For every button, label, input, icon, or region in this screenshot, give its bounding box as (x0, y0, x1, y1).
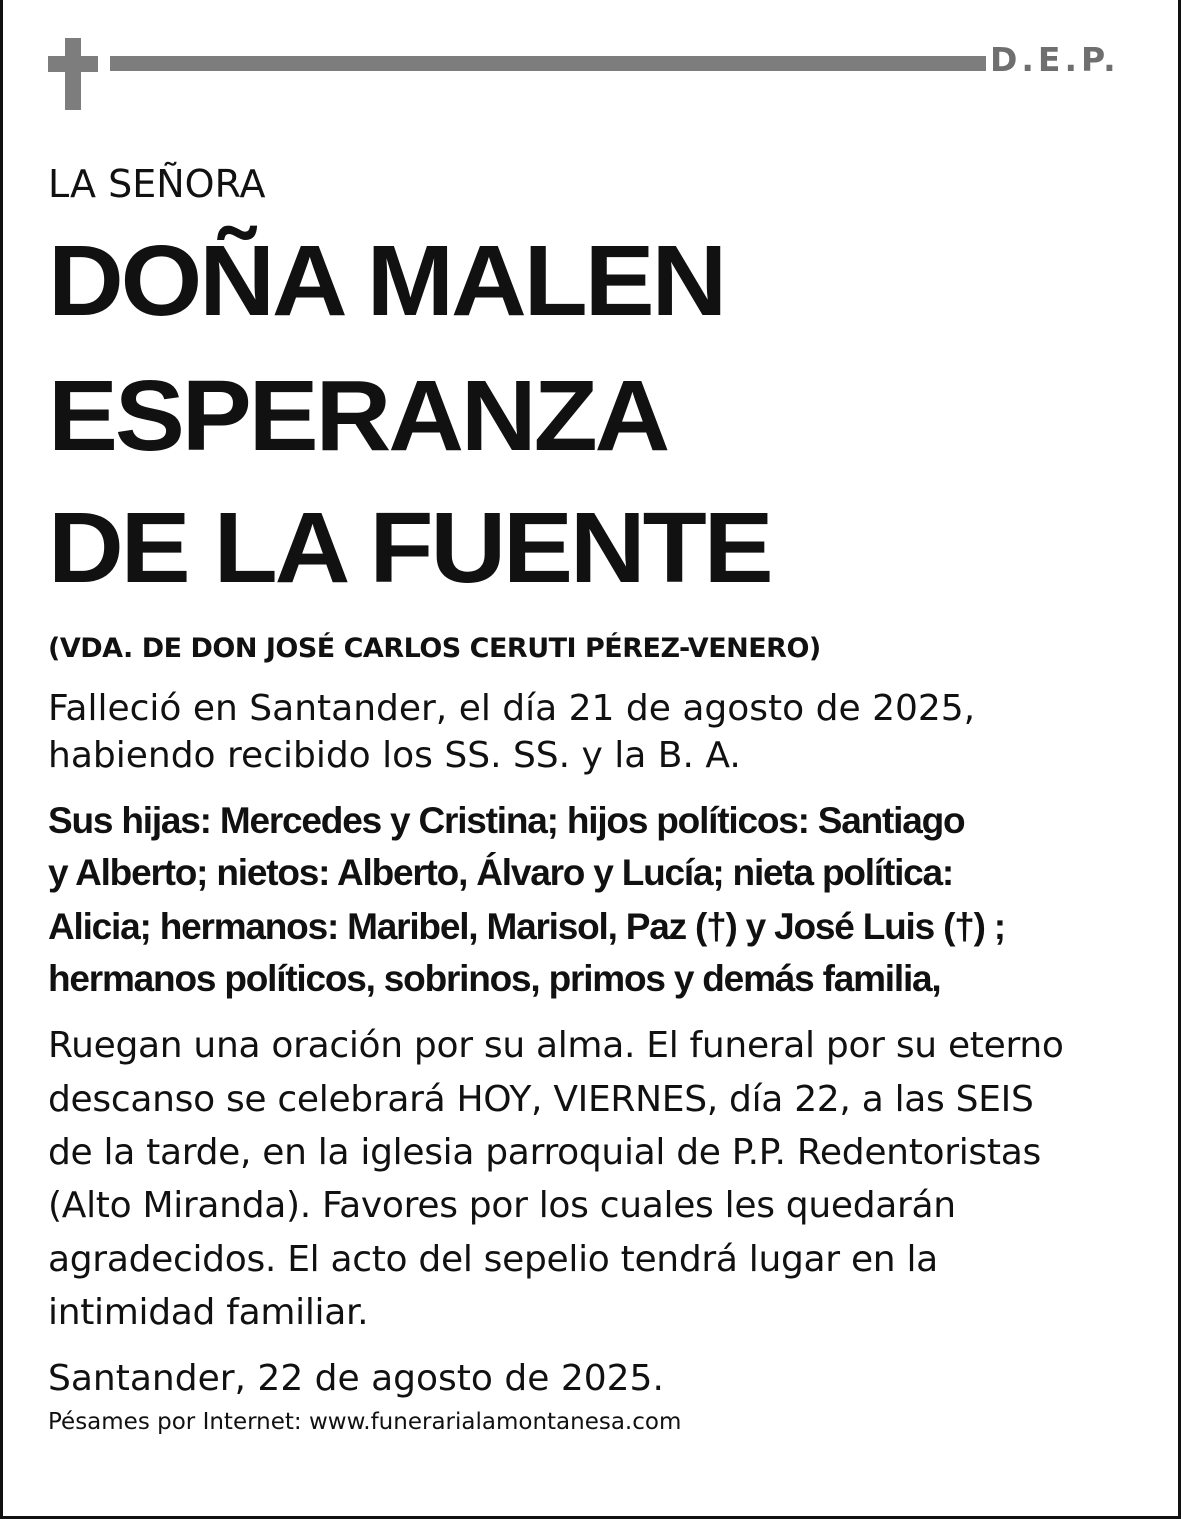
death-line-1: Falleció en Santander, el día 21 de agosto de 2025, (48, 688, 976, 729)
prayer-line-3: de la tarde, en la iglesia parroquial de P.P. Redentoristas (48, 1132, 1041, 1173)
cross-vertical-bar (65, 38, 81, 110)
prayer-line-2: descanso se celebrará HOY, VIERNES, día 22, a las SEIS (48, 1079, 1034, 1120)
dep-label: D.E.P. (990, 40, 1120, 79)
prayer-line-4: (Alto Miranda). Favores por los cuales les quedarán (48, 1185, 956, 1226)
family-line-1: Sus hijas: Mercedes y Cristina; hijos políticos: Santiago (48, 800, 965, 841)
deceased-name-line-2: ESPERANZA (48, 360, 668, 472)
prayer-line-5: agradecidos. El acto del sepelio tendrá lugar en la (48, 1239, 938, 1280)
family-line-4: hermanos políticos, sobrinos, primos y demás familia, (48, 958, 941, 999)
family-line-3: Alicia; hermanos: Maribel, Marisol, Paz (†) y José Luis (†) ; (48, 906, 1005, 947)
honorific: LA SEÑORA (48, 162, 266, 206)
prayer-line-1: Ruegan una oración por su alma. El funeral por su eterno (48, 1025, 1064, 1066)
widow-of-line: (VDA. DE DON JOSÉ CARLOS CERUTI PÉREZ-VENERO) (48, 633, 821, 664)
cross-horizontal-bar (48, 56, 98, 72)
internet-condolences: Pésames por Internet: www.funerarialamontanesa.com (48, 1409, 682, 1435)
family-line-2: y Alberto; nietos: Alberto, Álvaro y Lucía; nieta política: (48, 852, 954, 893)
death-line-2: habiendo recibido los SS. SS. y la B. A. (48, 735, 741, 776)
prayer-line-6: intimidad familiar. (48, 1292, 369, 1333)
deceased-name-line-1: DOÑA MALEN (48, 225, 725, 337)
deceased-name-line-3: DE LA FUENTE (48, 492, 771, 604)
dateline: Santander, 22 de agosto de 2025. (48, 1358, 664, 1399)
header-rule (110, 56, 986, 71)
